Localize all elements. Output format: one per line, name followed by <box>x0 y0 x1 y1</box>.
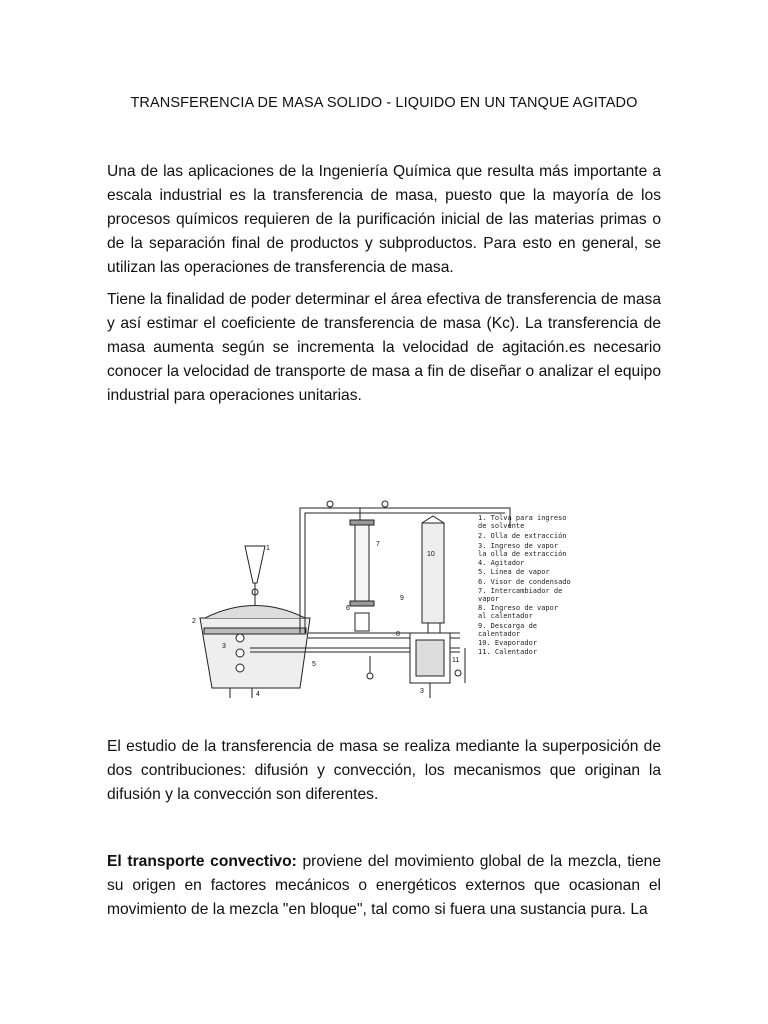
label-4: 4 <box>256 691 260 698</box>
label-8: 8 <box>396 631 400 638</box>
legend-line: 5. Línea de vapor <box>478 568 550 576</box>
label-9: 9 <box>400 595 404 602</box>
label-1: 1 <box>266 545 270 552</box>
paragraph-diffusion: El estudio de la transferencia de masa se realiza mediante la superposición de dos contribuciones: difusión y convección, los mecanismos que originan la difusión y la convección son diferentes. <box>107 738 661 803</box>
legend-line: 3. Ingreso de vapor <box>478 542 559 550</box>
legend-line: 4. Agitador <box>478 559 525 567</box>
paragraph-convective <box>107 850 661 922</box>
label-10: 10 <box>427 551 435 558</box>
evaporator-shape <box>422 523 444 623</box>
label-7: 7 <box>376 541 380 548</box>
legend-line: calentador <box>478 630 521 638</box>
document-title: TRANSFERENCIA DE MASA SOLIDO - LIQUIDO EN UN TANQUE AGITADO <box>130 95 638 111</box>
hopper-shape <box>245 546 265 583</box>
paragraph-purpose: Tiene la finalidad de poder determinar el área efectiva de transferencia de masa y así estimar el coeficiente de transferencia de masa (Kc). La transferencia de masa aumenta según se incrementa la velocidad de agitación.es necesario conocer la velocidad de transporte de masa a fin de diseñar o analizar el equipo industrial para operaciones unitarias. <box>107 291 661 404</box>
convective-text: proviene del movimiento global de la mezcla, tiene su origen en factores mecánicos o energéticos externos que ocasionan el movimiento de la mezcla "en bloque", tal como si fuera una sustancia pura. La <box>107 853 662 918</box>
legend-line: 6. Visor de condensado <box>478 578 571 586</box>
label-11: 11 <box>452 657 460 664</box>
label-6: 6 <box>346 605 350 612</box>
legend <box>478 514 571 656</box>
exchanger-shape <box>355 523 369 603</box>
legend-line: 8. Ingreso de vapor <box>478 604 559 612</box>
legend-line: 10. Evaporador <box>478 639 538 647</box>
paragraph-intro: Una de las aplicaciones de la Ingeniería Química que resulta más importante a escala industrial es la transferencia de masa, puesto que la mayoría de los procesos químicos requieren de la purificación inicial de las materias primas o de la separación final de productos y subproductos. Para esto en general, se utilizan las operaciones de transferencia de masa. <box>107 163 661 276</box>
legend-line: vapor <box>478 595 500 603</box>
legend-line: 11. Calentador <box>478 648 538 656</box>
convective-heading: El transporte convectivo: <box>107 853 297 870</box>
label-5: 5 <box>312 661 316 668</box>
legend-line: 7. Intercambiador de <box>478 587 563 595</box>
legend-line: 1. Tolva para ingreso <box>478 514 567 522</box>
label-3b: 3 <box>420 688 424 695</box>
legend-line: 2. Olla de extracción <box>478 532 567 540</box>
label-3a: 3 <box>222 643 226 650</box>
legend-line: al calentador <box>478 612 533 620</box>
equipment-diagram <box>190 488 590 698</box>
label-2: 2 <box>192 618 196 625</box>
legend-line: de solvente <box>478 522 525 530</box>
legend-line: la olla de extracción <box>478 550 567 558</box>
legend-line: 9. Descarga de <box>478 622 538 630</box>
